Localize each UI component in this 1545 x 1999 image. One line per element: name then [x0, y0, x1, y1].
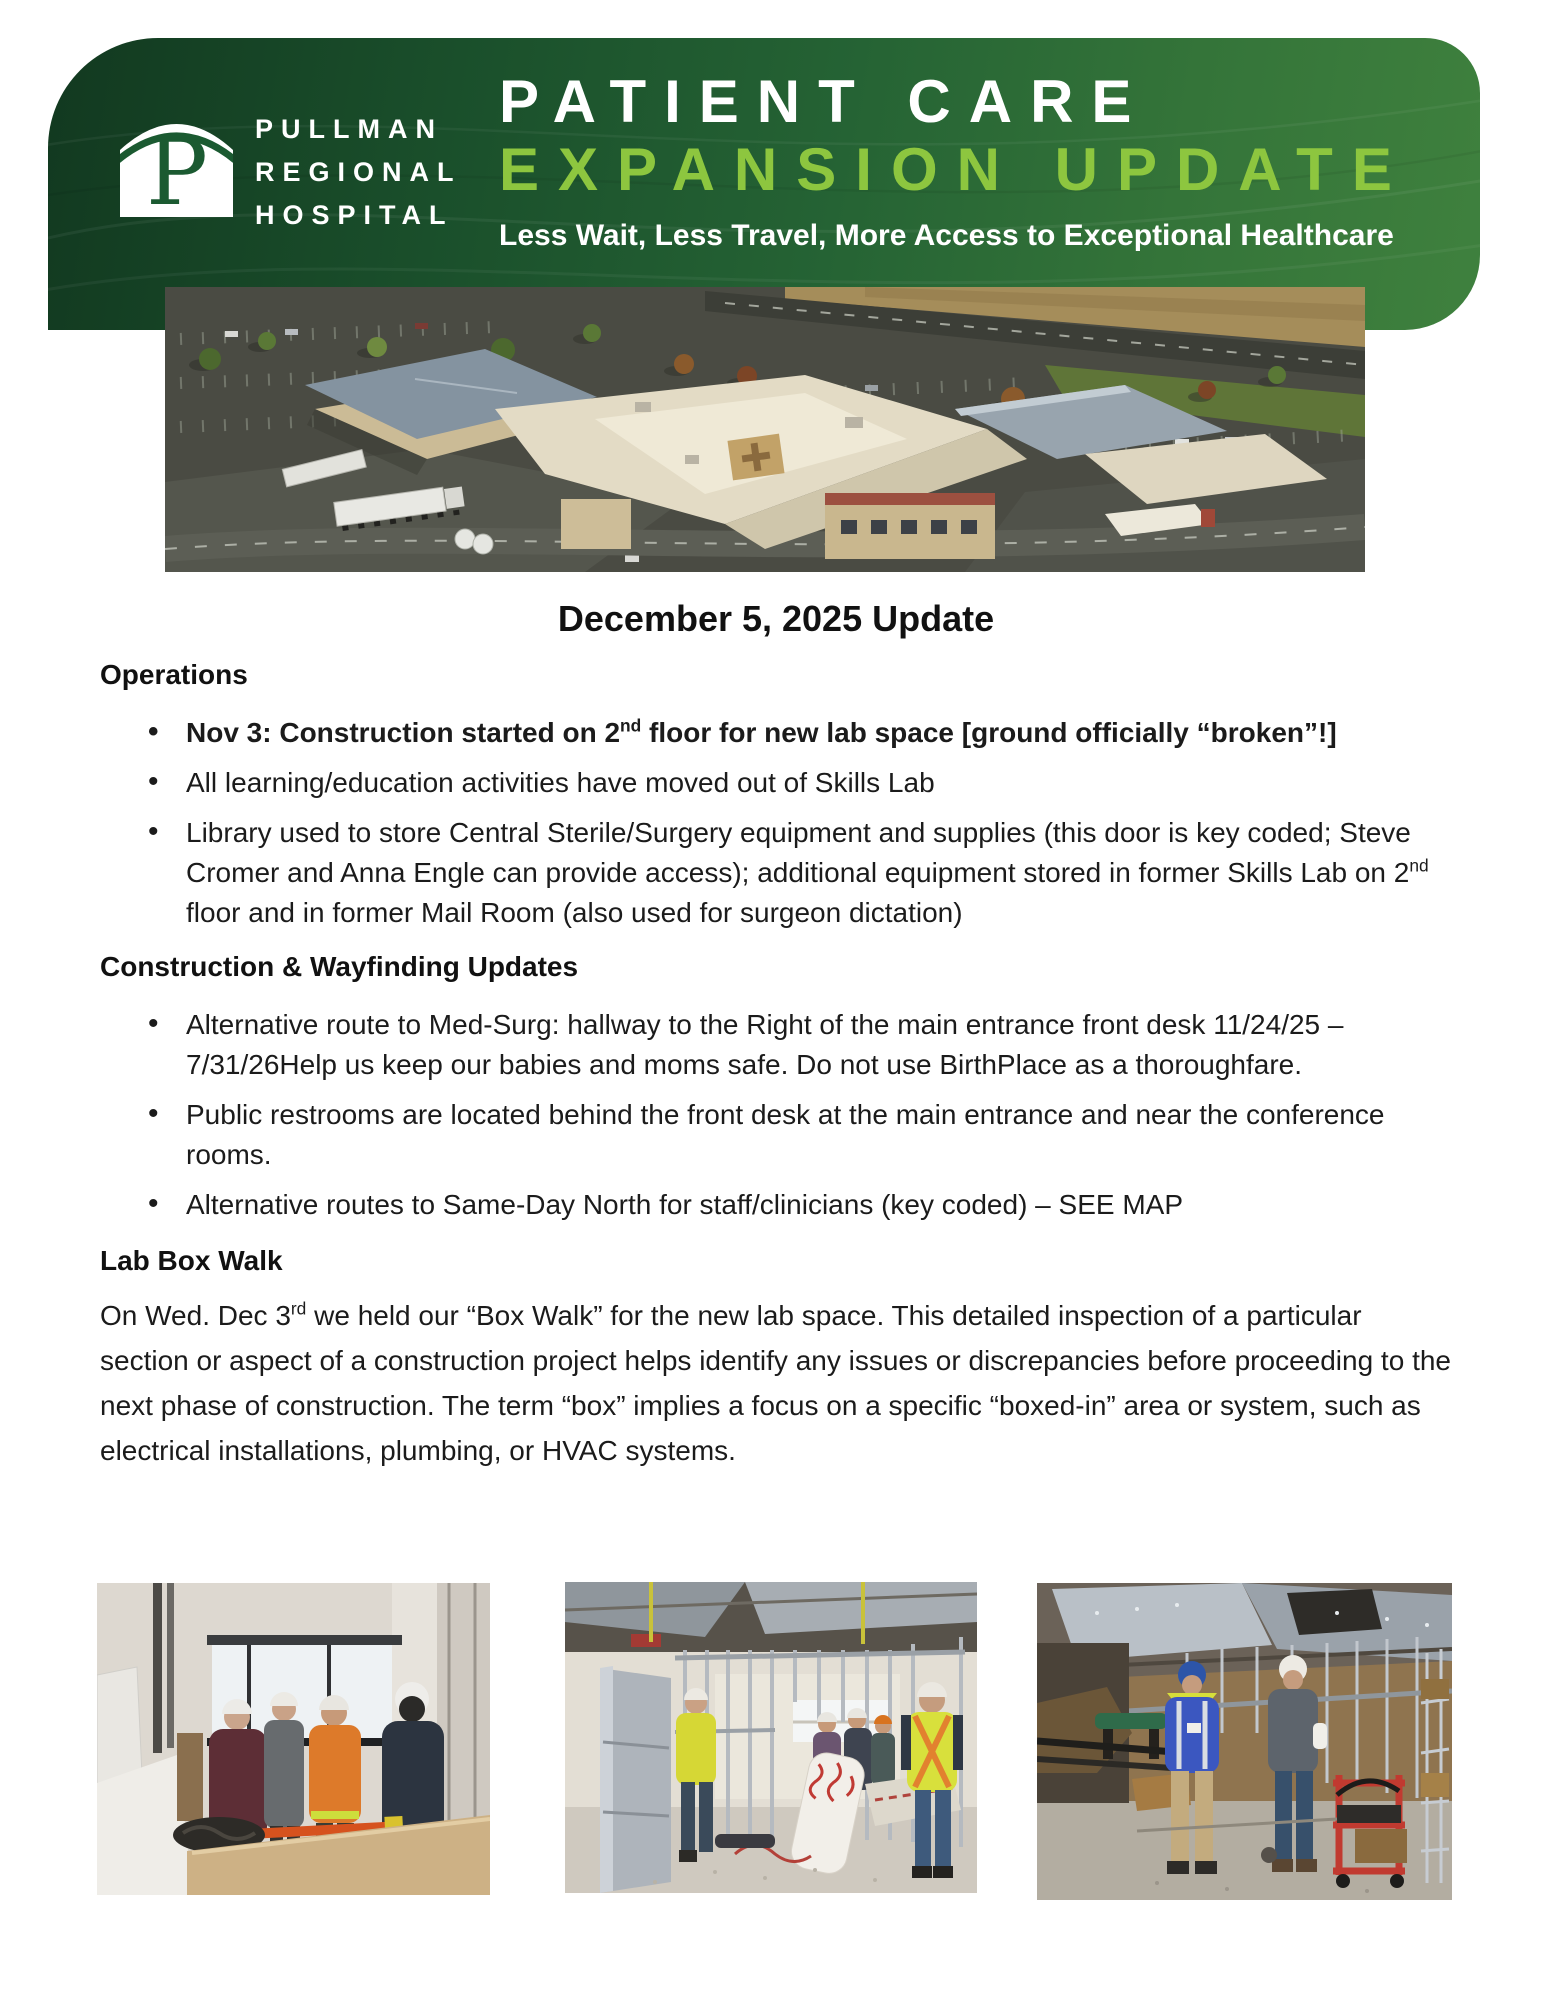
operations-list	[100, 713, 1452, 933]
section-heading-operations: Operations	[100, 659, 248, 690]
hospital-name	[255, 108, 462, 237]
newsletter-title-line2: EXPANSION UPDATE	[499, 136, 1411, 203]
construction-bullet: • Alternative routes to Same-Day North for staff/clinicians (key coded) – SEE MAP	[100, 1185, 1452, 1225]
operations-bullet: • Nov 3: Construction started on 2nd floor for new lab space [ground officially “broken”!]	[100, 713, 1452, 753]
date-heading: December 5, 2025 Update	[557, 598, 995, 639]
operations-bullet: • All learning/education activities have moved out of Skills Lab	[100, 763, 1452, 803]
newsletter-title-line1: PATIENT CARE	[499, 68, 1150, 135]
box-walk-photo-2	[565, 1582, 977, 1893]
section-heading-construction: Construction & Wayfinding Updates	[100, 951, 579, 982]
hospital-name-line: REGIONAL	[255, 157, 462, 187]
box-walk-photo-3	[1037, 1583, 1452, 1900]
logo-letter: P	[146, 119, 208, 217]
hospital-name-line: PULLMAN	[255, 114, 443, 144]
lab-box-walk-paragraph: On Wed. Dec 3rd we held our “Box Walk” for the new lab space. This detailed inspection of a particular section or aspect of a construction project helps identify any issues or discrepancies before proceeding to the next phase of construction. The term “box” implies a focus on a specific “boxed-in” area or system, such as electrical installations, plumbing, or HVAC systems.	[100, 1298, 1451, 1466]
newsletter-tagline: Less Wait, Less Travel, More Access to Exceptional Healthcare	[499, 219, 1394, 252]
construction-list	[100, 1005, 1452, 1225]
construction-bullet: • Alternative route to Med-Surg: hallway to the Right of the main entrance front desk 11/24/25 – 7/31/26Help us keep our babies and moms safe. Do not use BirthPlace as a thoroughfare.	[100, 1005, 1452, 1085]
section-heading-lab-box-walk: Lab Box Walk	[100, 1245, 283, 1276]
box-walk-photo-1	[97, 1583, 490, 1895]
hospital-logo	[120, 110, 233, 217]
newsletter-body	[100, 597, 1452, 1473]
aerial-campus-photo	[165, 287, 1365, 572]
construction-bullet: • Public restrooms are located behind the front desk at the main entrance and near the conference rooms.	[100, 1095, 1452, 1175]
hospital-name-line: HOSPITAL	[255, 200, 454, 230]
operations-bullet: • Library used to store Central Sterile/Surgery equipment and supplies (this door is key coded; Steve Cromer and Anna Engle can provide access); additional equipment stored in former Skills Lab on 2nd floor and in former Mail Room (also used for surgeon dictation)	[100, 813, 1452, 933]
